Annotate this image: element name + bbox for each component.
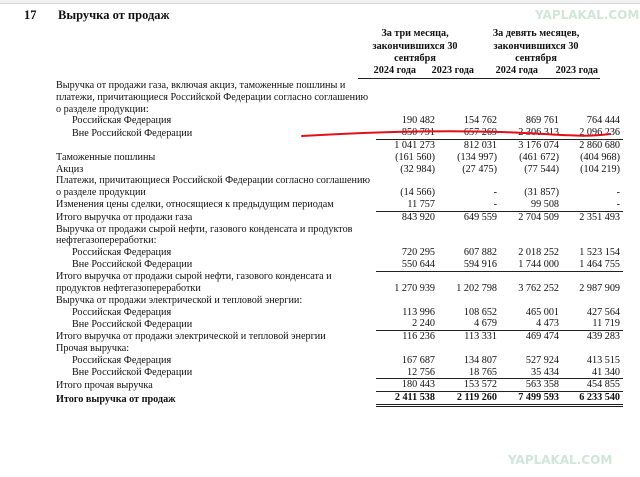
cell-value: 2 096 236 [562,127,623,139]
cell-value: 154 762 [463,115,497,127]
cell-value: 1 523 154 [579,247,620,259]
row-label: Платежи, причитающиеся Российской Федерации согласно соглашению о разделе продукции [56,175,371,199]
cell-value: (134 997) [457,151,497,163]
section-title: Выручка от продаж [58,8,170,22]
cell-value: 190 482 [401,115,435,127]
cell-value: 720 295 [401,247,435,259]
header-nine-months: За девять месяцев, закончившихся 30 сентября [492,28,580,64]
cell-value: 563 358 [500,379,562,392]
cell-value: 18 765 [438,367,500,379]
cell-value: 2 704 509 [518,211,559,223]
cell-value: 153 572 [438,379,500,392]
row-label: Российская Федерация [72,306,172,318]
table-row [56,343,623,355]
watermark-bottom: YAPLAKAL.COM [508,453,613,467]
cell-value: (27 475) [462,163,497,175]
row-label: Российская Федерация [72,247,172,259]
cell-value: 2 987 909 [579,283,620,295]
cell-value: - [438,199,500,211]
cell-value: 4 679 [438,318,500,330]
table-row [56,271,623,295]
header-three-months: За три месяца, закончившихся 30 сентября [372,28,458,64]
row-label: Итого выручка от продажи электрической и тепловой энергии [56,331,326,343]
row-label: Прочая выручка: [56,343,130,355]
cell-value: 113 331 [464,331,497,343]
row-label: Итого прочая выручка [56,379,153,391]
section-number: 17 [24,8,37,22]
cell-value: 465 001 [525,306,559,318]
cell-value: 594 916 [438,259,500,271]
cell-value: 1 270 939 [394,283,435,295]
cell-value: 113 996 [402,306,435,318]
cell-value: 469 474 [525,331,559,343]
cell-value: - [616,187,620,199]
row-label: Выручка от продажи газа, включая акциз, таможенные пошлины и платежи, причитающиеся Российской Федерации согласно соглашению о разделе продукции: [56,80,369,115]
cell-value: (404 968) [580,151,620,163]
cell-value: 6 233 540 [562,392,623,406]
row-label: Выручка от продажи сырой нефти, газового конденсата и продуктов нефтегазопереработки: [56,223,353,247]
cell-value: 35 434 [500,367,562,379]
year-header: 2023 года [555,65,598,76]
table-row [56,199,623,211]
cell-value: 2 306 313 [500,127,562,139]
row-label: Итого выручка от продаж [56,393,176,405]
table-row [56,164,623,176]
cell-value: - [493,187,497,199]
table-row [56,80,623,115]
row-label: Российская Федерация [72,354,172,366]
row-label: Вне Российской Федерации [72,318,193,330]
watermark: YAPLAKAL.COM [535,8,640,22]
row-label: Изменения цены сделки, относящиеся к предыдущим периодам [56,199,334,211]
cell-value: (77 544) [524,163,559,175]
table-row [56,355,623,367]
top-strip [0,0,640,4]
cell-value: 869 761 [525,115,559,127]
row-label: Акциз [56,163,84,175]
cell-value: 843 920 [401,211,435,223]
red-highlight-stroke [300,126,612,144]
table-row [56,152,623,164]
row-label: Таможенные пошлины [56,151,156,163]
cell-value: 2 018 252 [518,247,559,259]
cell-value: 413 515 [586,354,620,366]
row-label: Российская Федерация [72,115,172,127]
cell-value: 427 564 [586,306,620,318]
cell-value: 180 443 [376,379,438,392]
table-row [56,259,623,271]
table-row [56,295,623,307]
cell-value: 11 757 [376,199,438,211]
cell-value: 1 041 273 [394,139,435,151]
cell-value: (461 672) [519,151,559,163]
cell-value: 134 807 [463,354,497,366]
table-row [56,318,623,330]
cell-value: 1 202 798 [456,283,497,295]
cell-value: 4 473 [500,318,562,330]
cell-value: 41 340 [562,367,623,379]
cell-value: 2 860 680 [579,139,620,151]
cell-value: 607 882 [463,247,497,259]
year-header: 2024 года [495,65,538,76]
row-label: Выручка от продажи электрической и тепловой энергии: [56,294,303,306]
row-label: Вне Российской Федерации [72,259,193,271]
row-label: Вне Российской Федерации [72,367,193,379]
row-label: Вне Российской Федерации [72,127,193,139]
table-row [56,211,623,223]
cell-value: 2 351 493 [579,211,620,223]
table-row [56,307,623,319]
cell-value: 99 508 [500,199,562,211]
year-header: 2024 года [373,65,416,76]
cell-value: 108 652 [463,306,497,318]
cell-value: 527 924 [525,354,559,366]
cell-value: 850 791 [376,127,438,139]
row-label: Итого выручка от продажи газа [56,211,193,223]
cell-value: (161 560) [395,151,435,163]
cell-value: 2 119 260 [438,392,500,406]
cell-value: (14 566) [400,187,435,199]
row-label: Итого выручка от продажи сырой нефти, газового конденсата и продуктов нефтегазопереработки [56,271,332,295]
cell-value: 454 855 [562,379,623,392]
table-row [56,224,623,248]
table-row-total [56,392,623,406]
table-row [56,247,623,259]
cell-value: 7 499 593 [500,392,562,406]
cell-value: 2 411 538 [376,392,438,406]
cell-value: (104 219) [580,163,620,175]
cell-value: (31 857) [524,187,559,199]
cell-value: 1 744 000 [500,259,562,271]
cell-value: 116 236 [402,331,435,343]
table-row [56,175,623,199]
cell-value: 1 464 755 [562,259,623,271]
cell-value: - [562,199,623,211]
cell-value: 11 719 [562,318,623,330]
cell-value: 3 762 252 [518,283,559,295]
table-row [56,379,623,392]
cell-value: 167 687 [401,354,435,366]
cell-value: (32 984) [400,163,435,175]
cell-value: 764 444 [586,115,620,127]
cell-value: 649 559 [463,211,497,223]
cell-value: 550 644 [376,259,438,271]
cell-value: 12 756 [376,367,438,379]
header-rule [358,78,600,79]
cell-value: 439 283 [586,331,620,343]
cell-value: 657 269 [438,127,500,139]
table-row [56,331,623,343]
table-row [56,367,623,379]
cell-value: 2 240 [376,318,438,330]
year-header: 2023 года [431,65,474,76]
cell-value: 3 176 074 [518,139,559,151]
cell-value: 812 031 [463,139,497,151]
